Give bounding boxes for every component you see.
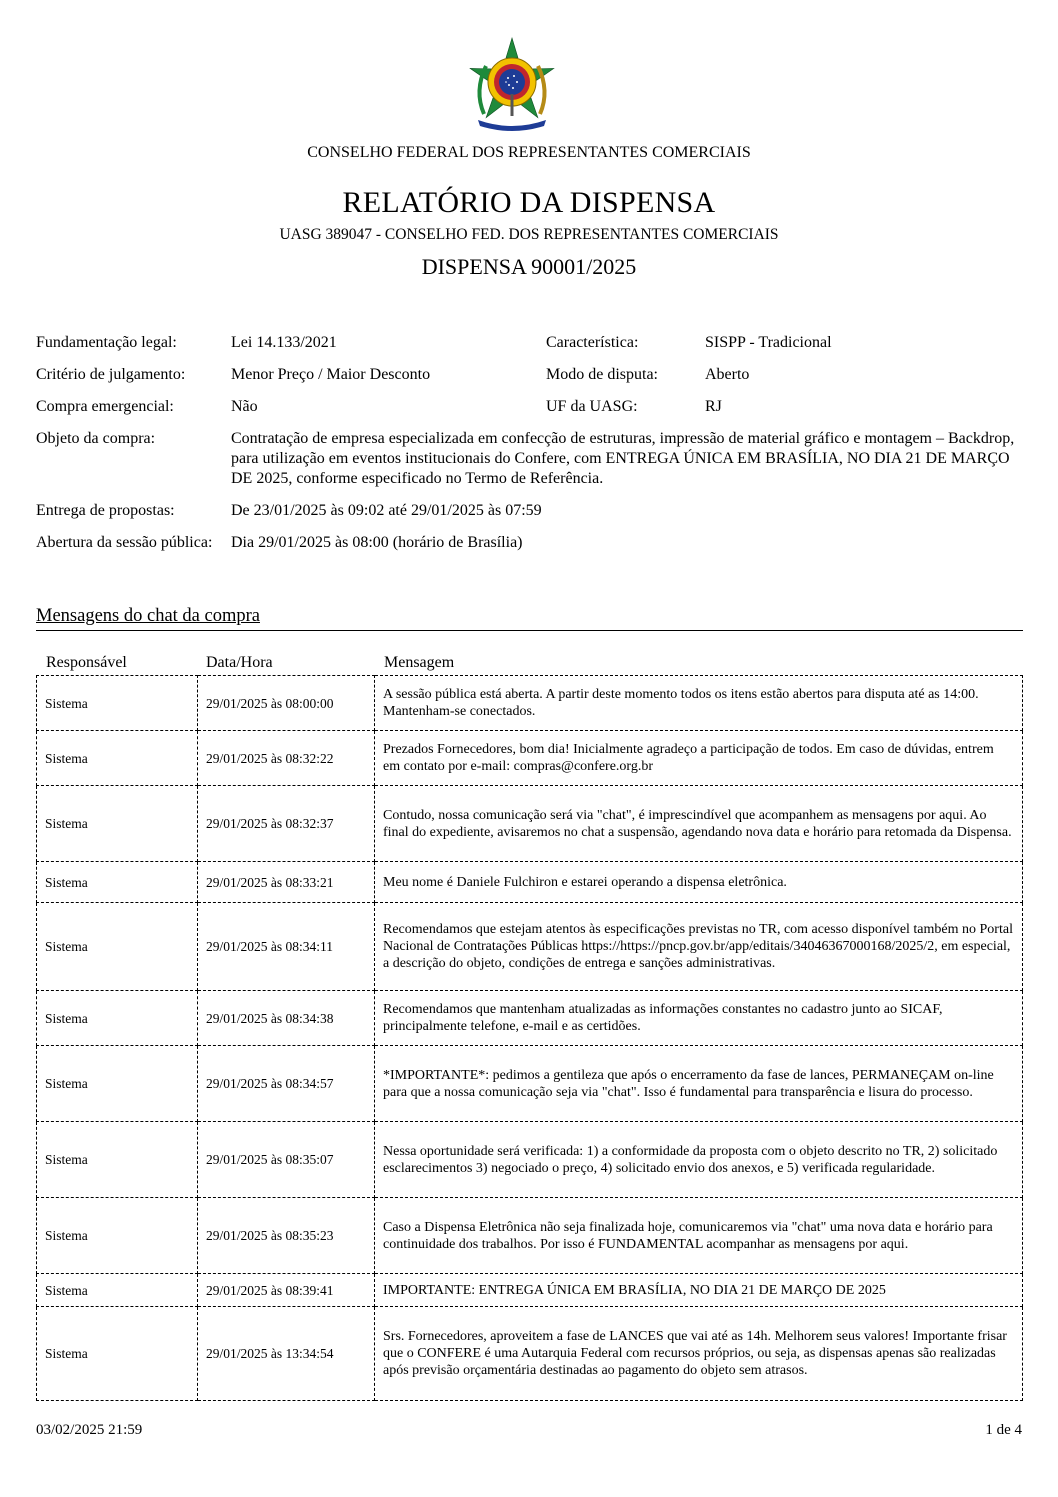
datahora-cell: 29/01/2025 às 08:39:41 — [198, 1274, 375, 1307]
mensagem-cell: Caso a Dispensa Eletrônica não seja finalizada hoje, comunicaremos via "chat" uma nova data e horário para continuidade dos trabalhos. Por isso é FUNDAMENTAL acompanhar as mensagens por aqui. — [375, 1198, 1023, 1274]
table-row — [37, 903, 1023, 991]
mensagem-cell: A sessão pública está aberta. A partir deste momento todos os itens estão abertos para disputa até as 14:00. Mantenham-se conectados. — [375, 676, 1023, 731]
table-row — [37, 1046, 1023, 1122]
table-row — [37, 1307, 1023, 1401]
table-row — [37, 862, 1023, 903]
column-header-responsavel: Responsável — [46, 654, 127, 671]
section-divider — [36, 630, 1023, 631]
info-row-entrega — [36, 501, 1026, 521]
table-row — [37, 676, 1023, 731]
page-title: RELATÓRIO DA DISPENSA — [342, 186, 716, 219]
datahora-cell: 29/01/2025 às 08:32:37 — [198, 786, 375, 862]
abertura-value: Dia 29/01/2025 às 08:00 (horário de Brasília) — [231, 534, 523, 551]
dispensa-number: DISPENSA 90001/2025 — [421, 254, 637, 279]
mensagem-cell: Prezados Fornecedores, bom dia! Inicialmente agradeço a participação de todos. Em caso de dúvidas, entrem em contato por e-mail: compras@confere.org.br — [375, 731, 1023, 786]
page-number: 1 de 4 — [985, 1422, 1022, 1438]
table-row — [37, 991, 1023, 1046]
responsavel-cell: Sistema — [37, 786, 198, 862]
coat-of-arms-emblem — [464, 36, 560, 132]
datahora-cell: 29/01/2025 às 13:34:54 — [198, 1307, 375, 1401]
info-row-abertura — [36, 533, 1026, 553]
responsavel-cell: Sistema — [37, 991, 198, 1046]
objeto-label: Objeto da compra: — [36, 430, 156, 447]
fundamentacao-value: Lei 14.133/2021 — [231, 334, 337, 351]
chat-section-title: Mensagens do chat da compra — [36, 606, 260, 626]
uf-value: RJ — [705, 398, 722, 415]
table-row — [37, 1198, 1023, 1274]
generated-timestamp: 03/02/2025 21:59 — [36, 1422, 143, 1438]
responsavel-cell: Sistema — [37, 862, 198, 903]
uasg-line: UASG 389047 - CONSELHO FED. DOS REPRESENTANTES COMERCIAIS — [279, 226, 779, 243]
emergencial-label: Compra emergencial: — [36, 398, 174, 415]
modo-value: Aberto — [705, 366, 750, 383]
responsavel-cell: Sistema — [37, 1046, 198, 1122]
entrega-label: Entrega de propostas: — [36, 502, 175, 519]
mensagem-cell: Recomendamos que estejam atentos às especificações previstas no TR, com acesso disponível também no Portal Nacional de Contratações Públicas https://https://pncp.gov.br/app/editais/34046367000168/2025/2, em especial, a descrição do objeto, condições de entrega e sanções administrativas. — [375, 903, 1023, 991]
responsavel-cell: Sistema — [37, 1198, 198, 1274]
info-row-fundamentacao — [36, 333, 1026, 353]
datahora-cell: 29/01/2025 às 08:00:00 — [198, 676, 375, 731]
mensagem-cell: Contudo, nossa comunicação será via "chat", é imprescindível que acompanhem as mensagens por aqui. Ao final do expediente, avisaremos no chat a suspensão, agendando nova data e horário para retomada da Dispensa. — [375, 786, 1023, 862]
info-row-emergencial — [36, 397, 1026, 417]
emergencial-value: Não — [231, 398, 258, 415]
criterio-value: Menor Preço / Maior Desconto — [231, 366, 431, 383]
table-row — [37, 731, 1023, 786]
datahora-cell: 29/01/2025 às 08:33:21 — [198, 862, 375, 903]
table-row — [37, 1122, 1023, 1198]
abertura-label: Abertura da sessão pública: — [36, 534, 213, 551]
datahora-cell: 29/01/2025 às 08:35:23 — [198, 1198, 375, 1274]
responsavel-cell: Sistema — [37, 1307, 198, 1401]
table-row — [37, 786, 1023, 862]
responsavel-cell: Sistema — [37, 1122, 198, 1198]
column-header-datahora: Data/Hora — [206, 654, 273, 671]
uf-label: UF da UASG: — [546, 398, 638, 415]
responsavel-cell: Sistema — [37, 1274, 198, 1307]
mensagem-cell: IMPORTANTE: ENTREGA ÚNICA EM BRASÍLIA, NO DIA 21 DE MARÇO DE 2025 — [375, 1274, 1023, 1307]
mensagem-cell: Srs. Fornecedores, aproveitem a fase de LANCES que vai até as 14h. Melhorem seus valores! Importante frisar que o CONFERE é uma Autarquia Federal com recursos próprios, ou seja, as dispensas apenas são realizadas após previsão orçamentária destinadas ao pagamento do objeto sem atrasos. — [375, 1307, 1023, 1401]
chat-messages-table — [36, 675, 1023, 1401]
responsavel-cell: Sistema — [37, 903, 198, 991]
caracteristica-value: SISPP - Tradicional — [705, 334, 832, 351]
organization-name: CONSELHO FEDERAL DOS REPRESENTANTES COMERCIAIS — [307, 144, 751, 161]
caracteristica-label: Característica: — [546, 334, 639, 351]
mensagem-cell: Meu nome é Daniele Fulchiron e estarei operando a dispensa eletrônica. — [375, 862, 1023, 903]
responsavel-cell: Sistema — [37, 676, 198, 731]
responsavel-cell: Sistema — [37, 731, 198, 786]
mensagem-cell: Recomendamos que mantenham atualizadas as informações constantes no cadastro junto ao SICAF, principalmente telefone, e-mail e as certidões. — [375, 991, 1023, 1046]
fundamentacao-label: Fundamentação legal: — [36, 334, 177, 351]
info-row-criterio — [36, 365, 1026, 385]
datahora-cell: 29/01/2025 às 08:34:38 — [198, 991, 375, 1046]
datahora-cell: 29/01/2025 às 08:34:11 — [198, 903, 375, 991]
mensagem-cell: Nessa oportunidade será verificada: 1) a conformidade da proposta com o objeto descrito no TR, 2) solicitado esclarecimentos 3) negociado o preço, 4) solicitado envio dos anexos, e 5) verificada regularidade. — [375, 1122, 1023, 1198]
modo-label: Modo de disputa: — [546, 366, 658, 383]
criterio-label: Critério de julgamento: — [36, 366, 186, 383]
info-row-objeto — [36, 429, 1026, 489]
datahora-cell: 29/01/2025 às 08:32:22 — [198, 731, 375, 786]
entrega-value: De 23/01/2025 às 09:02 até 29/01/2025 às 07:59 — [231, 502, 542, 519]
table-row — [37, 1274, 1023, 1307]
datahora-cell: 29/01/2025 às 08:35:07 — [198, 1122, 375, 1198]
mensagem-cell: *IMPORTANTE*: pedimos a gentileza que após o encerramento da fase de lances, PERMANEÇAM on-line para que a nossa comunicação seja via "chat". Isso é fundamental para transparência e lisura do processo. — [375, 1046, 1023, 1122]
datahora-cell: 29/01/2025 às 08:34:57 — [198, 1046, 375, 1122]
column-header-mensagem: Mensagem — [384, 654, 455, 671]
objeto-value: Contratação de empresa especializada em confecção de estruturas, impressão de material gráfico e montagem – Backdrop, para utilização em eventos institucionais do Confere, com ENTREGA ÚNICA EM BRASÍLIA, NO DIA 21 DE MARÇO DE 2025, conforme especificado no Termo de Referência. — [231, 430, 1015, 487]
